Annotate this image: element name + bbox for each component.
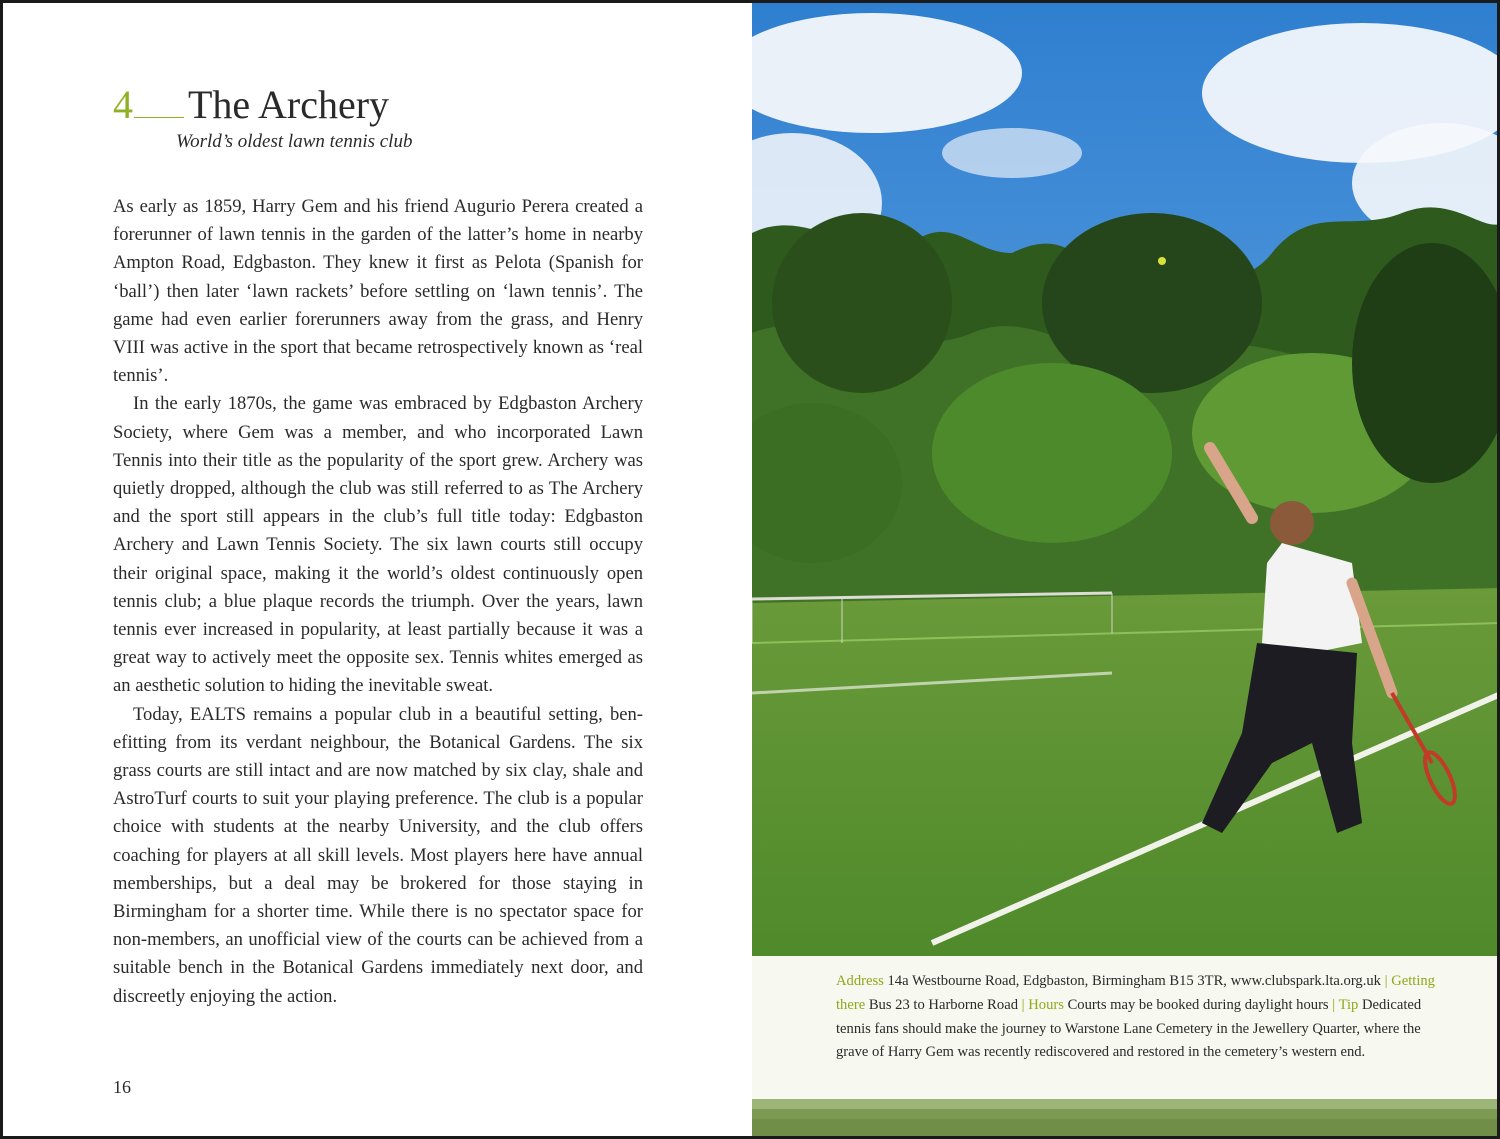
hours-value: Courts may be booked during daylight hours xyxy=(1067,996,1329,1013)
right-page xyxy=(752,3,1500,1139)
heading-rule xyxy=(134,117,184,118)
tennis-player-photo xyxy=(752,3,1500,956)
chapter-heading xyxy=(113,81,389,129)
chapter-subtitle: World’s oldest lawn tennis club xyxy=(176,131,413,152)
getting-there-value: Bus 23 to Harborne Road xyxy=(868,996,1018,1013)
tip-label: Tip xyxy=(1338,996,1359,1013)
page-number: 16 xyxy=(113,1077,131,1097)
chapter-title: The Archery xyxy=(188,82,390,127)
grass-strip-image xyxy=(752,1099,1500,1139)
body-text xyxy=(113,193,643,1011)
paragraph: Today, EALTS remains a popular club in a beautiful setting, benefitting from its verdant neighbour, the Botanical Gardens. The six grass courts are still intact and are now matched by six clay, shale and AstroTurf courts to suit your playing preference. The club is a popular choice with students at the nearby University, and the club offers coaching for players at all skill levels. Most players here have annual memberships, but a deal may be brokered for those staying in Birmingham for a shorter time. While there is no spectator space for non-members, an unofficial view of the courts can be achieved from a suitable bench in the Botanical Gardens immediately next door, and discreetly enjoying the action. xyxy=(113,703,643,1007)
address-label: Address xyxy=(836,973,884,989)
address-value: 14a Westbourne Road, Edgbaston, Birmingham B15 3TR, www.clubspark.lta.org.uk xyxy=(887,973,1381,989)
hours-label: Hours xyxy=(1028,996,1064,1013)
left-page xyxy=(3,3,752,1139)
paragraph: In the early 1870s, the game was embraced by Edgbaston Archery Society, where Gem was a member, and who incorporated Lawn Tennis into their title as the popularity of the sport grew. Archery was quietly dropped, although the club was still referred to as The Archery and the sport still appears in the club’s full title today: Edgbaston Archery and Lawn Tennis Society. The six lawn courts still occupy their original space, making it the world’s oldest continuously open tennis club; a blue plaque records the triumph. Over the years, lawn tennis ever increased in popularity, at least partially because it was a great way to actively meet the opposite sex. Tennis whites emerged as an aesthetic solution to hiding the inevitable sweat. xyxy=(113,393,643,697)
separator: | xyxy=(1332,996,1336,1013)
getting-there-label: Getting there xyxy=(836,973,1435,1013)
paragraph: As early as 1859, Harry Gem and his friend Augurio Perera created a forerunner of lawn tennis in the garden of the latter’s home in nearby Ampton Road, Edgbaston. They knew it first as Pelota (Spanish for ‘ball’) then later ‘lawn rackets’ before settling on ‘lawn tennis’. The game had even earlier forerunners away from the grass, and Henry VIII was active in the sport that became retrospectively known as ‘real tennis’. xyxy=(113,196,643,387)
info-box xyxy=(752,956,1500,1099)
separator: | xyxy=(1021,996,1025,1013)
separator: | xyxy=(1384,973,1388,989)
info-text xyxy=(836,970,1446,1065)
chapter-number: 4 xyxy=(113,82,133,127)
tip-value: Dedicated tennis fans should make the journey to Warstone Lane Cemetery in the Jewellery Quarter, where the grave of Harry Gem was recently rediscovered and restored in the cemetery’s western end. xyxy=(836,996,1422,1061)
